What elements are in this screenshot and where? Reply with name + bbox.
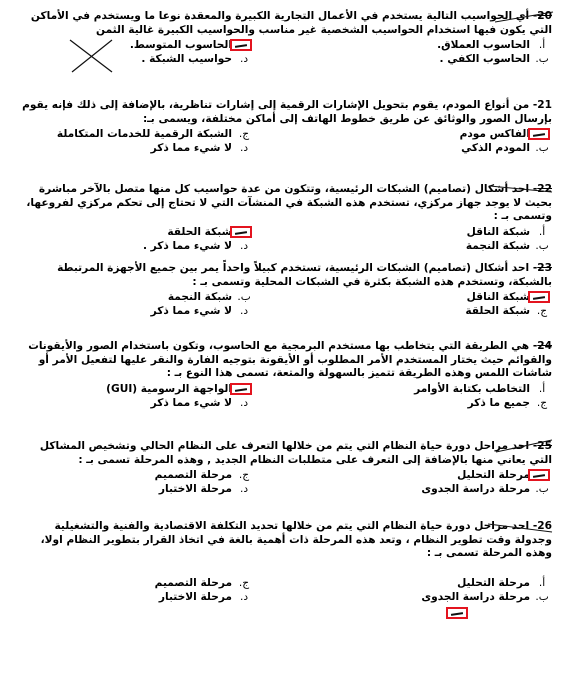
option-d[interactable]: د. لا شيء مما ذكر [150, 396, 249, 409]
option-c[interactable]: ج. الشبكة الرقمية للخدمات المتكاملة [56, 128, 250, 141]
option-c[interactable]: ج. مرحلة التصميم [154, 576, 250, 589]
option-b[interactable]: ب. مرحلة دراسة الجدوى [421, 590, 549, 603]
option-c[interactable]: الحاسوب المتوسط. [130, 39, 252, 52]
option-a[interactable]: أ. التخاطب بكتابة الأوامر [414, 382, 546, 395]
option-b[interactable]: ب. المودم الذكي [461, 142, 549, 155]
question-number: 20 [537, 10, 552, 22]
option-c[interactable]: ج. جميع ما ذكر [467, 396, 548, 409]
question-number: 26 [537, 520, 552, 532]
option-c[interactable]: ج. شبكة الحلقة [465, 305, 548, 318]
option-d[interactable]: د. مرحلة الاختبار [158, 590, 249, 603]
option-b[interactable]: ب. شبكة النجمة [167, 291, 251, 304]
slash-mark-q26 [488, 524, 552, 532]
question-number: 23 [537, 262, 552, 274]
question-number: 22 [537, 183, 552, 195]
slash-mark-q22 [490, 186, 552, 192]
option-a[interactable]: أ. شبكة الناقل [466, 225, 546, 238]
option-b[interactable]: ب. مرحلة دراسة الجدوى [421, 483, 549, 496]
question-text: 26- احد مراحل دورة حياة النظام التي يتم من خلالها تحديد التكلفة الاقتصادية والفنية والتشغيلية وجدولة وقت تطوير النظام ، وتعد هذه المرحلة ذات أهمية بالغة في اتخاذ القرار بتطوير النظام اولا، وهذه المرحلة تسمى بـ : [40, 520, 552, 560]
option-d[interactable]: د. لا شيء مما ذكر [150, 305, 249, 318]
option-a[interactable]: مرحلة التحليل [457, 469, 550, 482]
option-c[interactable]: ج. مرحلة التصميم [154, 469, 250, 482]
option-d[interactable]: د. مرحلة الاختبار [158, 483, 249, 496]
slash-mark-q25 [496, 440, 552, 452]
cross-out-icon [70, 40, 112, 72]
option-d[interactable]: د. لا شيء مما ذكر [150, 142, 249, 155]
option-b[interactable]: الواجهة الرسومية (GUI) [106, 383, 252, 396]
option-a[interactable]: أ. مرحلة التحليل [457, 576, 546, 589]
option-b[interactable]: ب. شبكة النجمة [465, 239, 549, 252]
question-text: 21- من أنواع المودم، يقوم بتحويل الإشارات الرقمية إلى إشارات تناظرية، بالإضافة إلى ذلك فإنه يقوم بإرسال الصور والوثائق عن طريق خطوط الهاتف إلى أماكن مختلفة، ويسمى بـ: [22, 99, 552, 125]
question-text: 23- احد أشكال (تصاميم) الشبكات الرئيسية، تستخدم كبيلاً واحداً يمر بين جميع الأجهزة المرتبطة بالشبكة، وتستخدم هذه الشبكة بكثرة في الشبكات المحلية وتسمى بـ : [57, 262, 552, 288]
option-d[interactable]: د. لا شيء مما ذكر . [142, 239, 249, 252]
question-number: 25 [537, 440, 552, 452]
question-number: 21 [537, 99, 552, 111]
option-a[interactable]: الفاكس مودم [460, 128, 550, 141]
question-text: 24- هي الطريقة التي يتخاطب بها مستخدم البرمجية مع الحاسوب، وتكون باستخدام الصور والأيقونات والقوائم حيث يختار المستخدم الأمر المطلوب أو الأيقونة بتوجيه الفارة والنقر عليها لتفعيل الأمر أو شاشات اللمس وهذه الطريقة تتميز بالسهولة والمتعة، تسمى هذا النوع بـ : [28, 340, 552, 380]
question-text: 22- احد أشكال (تصاميم) الشبكات الرئيسية، وتتكون من عدة حواسيب كل منها متصل بالآخر مباشرة بحيث لا يوجد جهاز مركزي، تستخدم هذه الشبكة في المنشآت التي لا تحتاج إلى تحكم مركزي لفروعها، وتسمى بـ : [26, 183, 552, 223]
question-number: 24 [537, 340, 552, 352]
question-text: 25- احد مراحل دورة حياة النظام التي يتم من خلالها التعرف على النظام الحالي وتشخيص المشاكل التي يعاني منها بالإضافة إلى التعرف على متطلبات النظام الجديد , وهذه المرحلة تسمى بـ : [39, 440, 552, 466]
option-c[interactable]: شبكة الحلقة [167, 226, 252, 239]
option-d[interactable]: د. حواسيب الشبكة . [141, 53, 249, 66]
slash-mark-q20 [495, 12, 553, 22]
option-a[interactable]: أ. الحاسوب العملاق. [437, 39, 546, 52]
option-b[interactable]: ب. الحاسوب الكفي . [439, 53, 549, 66]
question-text: 20- أي الحواسيب التالية يستخدم في الأعمال التجارية الكبيرة والمعقدة نوعا ما ويستخدم في الأماكن التي يكون فيها استخدام الحواسيب الشخصية غير مناسب والحواسيب الكبيرة غالية الثمن [30, 10, 552, 36]
option-a[interactable]: شبكة الناقل [467, 291, 550, 304]
